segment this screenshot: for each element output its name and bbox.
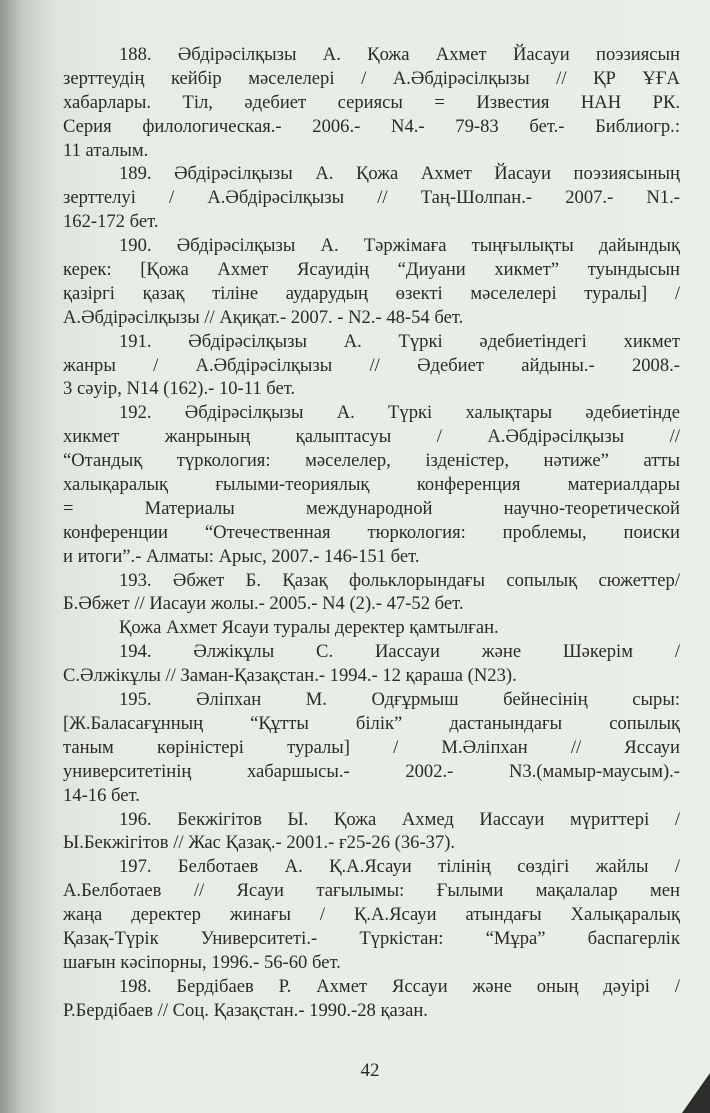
entry-line: Серия филологическая.- 2006.- N4.- 79-83 бет.- Библиогр.: <box>63 115 680 137</box>
entry-line: шағын кәсіпорны, 1996.- 56-60 бет. <box>63 951 341 973</box>
page-number: 42 <box>360 1060 380 1081</box>
entry-line: 196. Бекжігітов Ы. Қожа Ахмед Иассауи мүриттері / <box>119 808 680 830</box>
entry-line: [Ж.Баласағұнның “Құтты білік” дастанындағы сопылық <box>63 712 680 734</box>
entry-line: и итоги”.- Алматы: Арыс, 2007.- 146-151 бет. <box>63 545 420 567</box>
entry-line: хабарлары. Тіл, әдебиет сериясы = Известия НАН РК. <box>63 91 680 113</box>
entry-line: А.Белботаев // Ясауи тағылымы: Ғылыми мақалалар мен <box>63 880 680 902</box>
entry-line: 198. Бердібаев Р. Ахмет Яссауи және оның дәуірі / <box>119 975 680 997</box>
entry-line: жанры / А.Әбдірәсілқызы // Әдебиет айдыны.- 2008.- <box>63 354 680 376</box>
bibliography-list <box>63 43 680 1023</box>
entry-line: 14-16 бет. <box>63 784 140 806</box>
entry-line: 190. Әбдірәсілқызы А. Тәржімаға тыңғылықты дайындық <box>119 235 680 257</box>
entry-line: таным көріністері туралы] / М.Әліпхан // Яссауи <box>63 736 680 758</box>
bibliography-entry <box>63 616 680 640</box>
bibliography-entry <box>63 401 680 568</box>
entry-line: 193. Әбжет Б. Қазақ фольклорындағы сопылық сюжеттер/ <box>119 569 680 591</box>
entry-line: зерттеудің кейбір мәселелері / А.Әбдірәсілқызы // ҚР ҰҒА <box>63 67 680 89</box>
page-corner-shadow <box>682 1073 710 1113</box>
bibliography-entry <box>63 234 680 330</box>
bibliography-entry <box>63 43 680 162</box>
entry-line: зерттелуі / А.Әбдірәсілқызы // Таң-Шолпан.- 2007.- N1.- <box>63 187 680 209</box>
entry-line: 195. Әліпхан М. Одғұрмыш бейнесінің сыры: <box>119 689 680 711</box>
entry-line: А.Әбдірәсілқызы // Ақиқат.- 2007. - N2.- 48-54 бет. <box>63 306 464 328</box>
entry-line: 3 сәуір, N14 (162).- 10-11 бет. <box>63 378 296 400</box>
entry-line: жаңа деректер жинағы / Қ.А.Ясауи атындағы Халықаралық <box>63 904 680 926</box>
entry-line: Ы.Бекжігітов // Жас Қазақ.- 2001.- ғ25-26 (36-37). <box>63 832 456 854</box>
entry-line: 162-172 бет. <box>63 211 159 233</box>
entry-line: 191. Әбдірәсілқызы А. Түркі әдебиетіндегі хикмет <box>119 330 680 352</box>
entry-line: Қазақ-Түрік Университеті.- Түркістан: “Мұра” баспагерлік <box>63 927 680 949</box>
entry-line: 197. Белботаев А. Қ.А.Ясауи тілінің сөздігі жайлы / <box>119 856 680 878</box>
bibliography-entry <box>63 162 680 234</box>
entry-line: хикмет жанрының қалыптасуы / А.Әбдірәсілқызы // <box>63 426 680 448</box>
entry-line: “Отандық түркология: мәселелер, ізденістер, нәтиже” атты <box>63 450 680 472</box>
bibliography-entry <box>63 640 680 688</box>
entry-line: конференции “Отечественная тюркология: проблемы, поиски <box>63 521 680 543</box>
bibliography-entry <box>63 569 680 617</box>
entry-line: 194. Әлжікұлы С. Иассауи және Шәкерім / <box>119 641 680 663</box>
bibliography-entry <box>63 688 680 807</box>
entry-line: Б.Әбжет // Иасауи жолы.- 2005.- N4 (2).- 47-52 бет. <box>63 593 464 615</box>
entry-line: 188. Әбдірәсілқызы А. Қожа Ахмет Йасауи поэзиясын <box>119 44 680 65</box>
entry-line: = Материалы международной научно-теоретической <box>63 497 680 519</box>
bibliography-entry <box>63 808 680 856</box>
entry-line: қазіргі қазақ тіліне аударудың өзекті мәселелері туралы] / <box>63 282 680 304</box>
bibliography-entry <box>63 975 680 1023</box>
entry-line: Р.Бердібаев // Соц. Қазақстан.- 1990.-28 қазан. <box>63 999 428 1021</box>
entry-line: 189. Әбдірәсілқызы А. Қожа Ахмет Йасауи поэзиясының <box>119 163 680 185</box>
entry-line: 192. Әбдірәсілқызы А. Түркі халықтары әдебиетінде <box>119 402 680 424</box>
entry-line: керек: [Қожа Ахмет Ясауидің “Диуани хикмет” туындысын <box>63 259 680 281</box>
entry-line: халықаралық ғылыми-теориялық конференция материалдары <box>63 474 680 496</box>
bibliography-entry <box>63 855 680 974</box>
bibliography-entry <box>63 330 680 402</box>
entry-line: университетінің хабаршысы.- 2002.- N3.(мамыр-маусым).- <box>63 760 680 782</box>
entry-line: 11 аталым. <box>63 139 149 161</box>
entry-line: С.Әлжікұлы // Заман-Қазақстан.- 1994.- 12 қараша (N23). <box>63 665 517 687</box>
entry-line: Қожа Ахмет Ясауи туралы деректер қамтылған. <box>119 617 499 639</box>
